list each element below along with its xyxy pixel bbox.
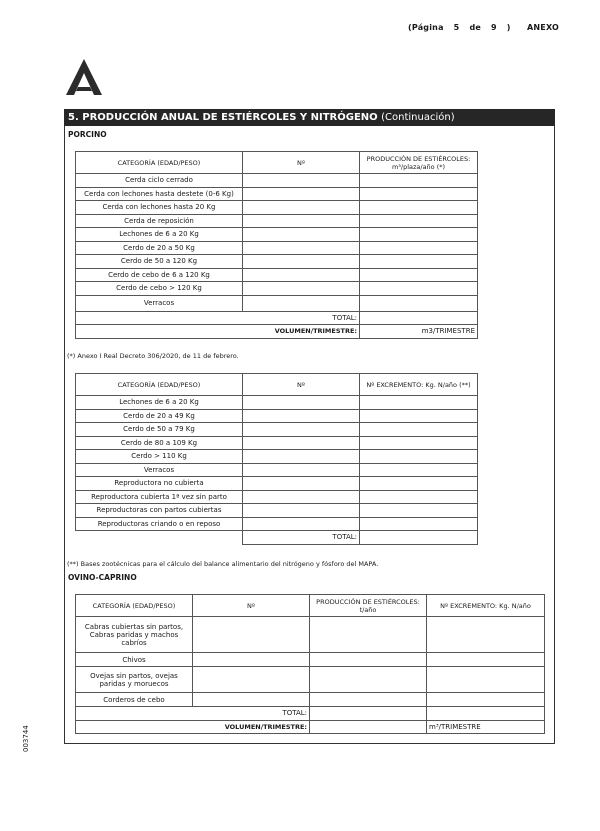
numero-input-cell[interactable] <box>243 295 360 311</box>
table-row <box>76 653 545 667</box>
excremento-input-cell[interactable] <box>360 409 478 423</box>
table-row <box>76 450 478 464</box>
total-label: TOTAL: <box>243 531 360 545</box>
table-row <box>76 423 478 437</box>
category-cell: Cerdo de 20 a 50 Kg <box>76 241 243 255</box>
total-label: TOTAL: <box>76 311 360 325</box>
produccion-input-cell[interactable] <box>360 241 478 255</box>
col-header-excremento: Nº EXCREMENTO: Kg. N/año (**) <box>360 374 478 396</box>
category-cell: Lechones de 6 a 20 Kg <box>76 396 243 410</box>
volumen-input-cell[interactable] <box>310 720 427 734</box>
category-cell: Reproductoras criando o en reposo <box>76 517 243 531</box>
table-row <box>76 201 478 215</box>
table-row <box>76 504 478 518</box>
table-row <box>76 396 478 410</box>
table-row <box>76 436 478 450</box>
produccion-input-cell[interactable] <box>360 228 478 242</box>
produccion-input-cell[interactable] <box>360 187 478 201</box>
numero-input-cell[interactable] <box>243 436 360 450</box>
pagina-label: (Página <box>408 23 444 32</box>
table-row <box>76 187 478 201</box>
numero-input-cell[interactable] <box>243 187 360 201</box>
excremento-input-cell[interactable] <box>427 617 545 653</box>
col-header-numero: Nº <box>193 595 310 617</box>
excremento-input-cell[interactable] <box>360 396 478 410</box>
porcino-label: PORCINO <box>68 130 107 139</box>
numero-input-cell[interactable] <box>243 396 360 410</box>
excremento-input-cell[interactable] <box>360 423 478 437</box>
volumen-unit[interactable]: m³/TRIMESTRE <box>427 720 545 734</box>
table-porcino-estiercoles <box>75 151 478 339</box>
total-row <box>76 311 478 325</box>
col-header-categoria: CATEGORÍA (EDAD/PESO) <box>76 595 193 617</box>
volumen-row <box>76 325 478 339</box>
page-total: 9 <box>491 23 497 32</box>
table-ovino-caprino <box>75 594 545 734</box>
produccion-input-cell[interactable] <box>360 295 478 311</box>
category-cell: Ovejas sin partos, ovejas paridas y moruecos <box>76 667 193 693</box>
volumen-label: VOLUMEN/TRIMESTRE: <box>76 325 360 339</box>
produccion-input-cell[interactable] <box>360 255 478 269</box>
category-cell: Reproductoras con partos cubiertas <box>76 504 243 518</box>
section-continuation: (Continuación) <box>381 112 455 123</box>
numero-input-cell[interactable] <box>243 450 360 464</box>
excremento-input-cell[interactable] <box>360 477 478 491</box>
table-row <box>76 409 478 423</box>
table-porcino-nitrogeno <box>75 373 478 545</box>
category-cell: Cerdo de cebo de 6 a 120 Kg <box>76 268 243 282</box>
category-cell: Lechones de 6 a 20 Kg <box>76 228 243 242</box>
produccion-input-cell[interactable] <box>360 214 478 228</box>
numero-input-cell[interactable] <box>243 201 360 215</box>
category-cell: Cerdo > 110 Kg <box>76 450 243 464</box>
category-cell: Verracos <box>76 463 243 477</box>
footnote-real-decreto: (*) Anexo I Real Decreto 306/2020, de 11 de febrero. <box>67 352 239 360</box>
total-input-cell[interactable] <box>360 311 478 325</box>
table-row <box>76 268 478 282</box>
numero-input-cell[interactable] <box>243 490 360 504</box>
category-cell: Corderos de cebo <box>76 693 193 707</box>
category-cell: Cerda con lechones hasta 20 Kg <box>76 201 243 215</box>
produccion-input-cell[interactable] <box>360 201 478 215</box>
numero-input-cell[interactable] <box>243 504 360 518</box>
volumen-label: VOLUMEN/TRIMESTRE: <box>76 720 310 734</box>
table-row <box>76 490 478 504</box>
total-input-cell[interactable] <box>310 707 427 721</box>
produccion-input-cell[interactable] <box>310 693 427 707</box>
excremento-input-cell[interactable] <box>360 436 478 450</box>
spacer-cell <box>427 707 545 721</box>
table-row <box>76 174 478 188</box>
numero-input-cell[interactable] <box>243 409 360 423</box>
anexo-label: ANEXO <box>527 23 560 32</box>
produccion-input-cell[interactable] <box>360 282 478 296</box>
numero-input-cell[interactable] <box>243 228 360 242</box>
table-row <box>76 241 478 255</box>
numero-input-cell[interactable] <box>243 517 360 531</box>
andalucia-logo-icon <box>64 57 104 97</box>
side-code: 003744 <box>22 725 30 752</box>
total-row <box>76 707 545 721</box>
category-cell: Reproductora cubierta 1ª vez sin parto <box>76 490 243 504</box>
category-cell: Cerdo de cebo > 120 Kg <box>76 282 243 296</box>
table-row <box>76 617 545 653</box>
table-row <box>76 228 478 242</box>
col-header-categoria: CATEGORÍA (EDAD/PESO) <box>76 374 243 396</box>
numero-input-cell[interactable] <box>193 617 310 653</box>
numero-input-cell[interactable] <box>243 423 360 437</box>
category-cell: Cerdo de 80 a 109 Kg <box>76 436 243 450</box>
table-row <box>76 255 478 269</box>
category-cell: Cerda de reposición <box>76 214 243 228</box>
numero-input-cell[interactable] <box>243 241 360 255</box>
category-cell: Cerdo de 50 a 120 Kg <box>76 255 243 269</box>
footnote-bases-zootecnicas: (**) Bases zootécnicas para el cálculo del balance alimentario del nitrógeno y fósforo del MAPA. <box>67 560 379 568</box>
table-row <box>76 693 545 707</box>
category-cell: Reproductora no cubierta <box>76 477 243 491</box>
category-cell: Cabras cubiertas sin partos, Cabras paridas y machos cabríos <box>76 617 193 653</box>
table-row <box>76 214 478 228</box>
excremento-input-cell[interactable] <box>360 463 478 477</box>
ovino-caprino-label: OVINO-CAPRINO <box>68 573 137 582</box>
produccion-input-cell[interactable] <box>360 174 478 188</box>
category-cell: Cerda con lechones hasta destete (0-6 Kg) <box>76 187 243 201</box>
table-row <box>76 463 478 477</box>
excremento-input-cell[interactable] <box>360 517 478 531</box>
numero-input-cell[interactable] <box>243 477 360 491</box>
excremento-input-cell[interactable] <box>427 693 545 707</box>
table-row <box>76 517 478 531</box>
total-label: TOTAL: <box>76 707 310 721</box>
table-row <box>76 667 545 693</box>
numero-input-cell[interactable] <box>243 255 360 269</box>
numero-input-cell[interactable] <box>193 667 310 693</box>
excremento-input-cell[interactable] <box>360 490 478 504</box>
table-row <box>76 282 478 296</box>
volumen-row <box>76 720 545 734</box>
numero-input-cell[interactable] <box>193 693 310 707</box>
category-cell: Cerdo de 20 a 49 Kg <box>76 409 243 423</box>
volumen-unit[interactable]: m3/TRIMESTRE <box>360 325 478 339</box>
numero-input-cell[interactable] <box>243 214 360 228</box>
numero-input-cell[interactable] <box>243 282 360 296</box>
numero-input-cell[interactable] <box>193 653 310 667</box>
col-header-produccion: PRODUCCIÓN DE ESTIÉRCOLES: m³/plaza/año (*) <box>360 152 478 174</box>
produccion-input-cell[interactable] <box>360 268 478 282</box>
paren-close: ) <box>506 23 511 32</box>
numero-input-cell[interactable] <box>243 463 360 477</box>
category-cell: Verracos <box>76 295 243 311</box>
de-label: de <box>469 23 482 32</box>
total-input-cell[interactable] <box>360 531 478 545</box>
produccion-input-cell[interactable] <box>310 617 427 653</box>
produccion-input-cell[interactable] <box>310 667 427 693</box>
spacer-cell <box>76 531 243 545</box>
page-indicator <box>408 23 518 32</box>
total-row <box>76 531 478 545</box>
col-header-numero: Nº <box>243 374 360 396</box>
excremento-input-cell[interactable] <box>427 653 545 667</box>
table-row <box>76 295 478 311</box>
category-cell: Cerda ciclo cerrado <box>76 174 243 188</box>
section-title: 5. PRODUCCIÓN ANUAL DE ESTIÉRCOLES Y NITRÓGENO <box>68 112 378 123</box>
excremento-input-cell[interactable] <box>360 504 478 518</box>
col-header-numero: Nº <box>243 152 360 174</box>
produccion-input-cell[interactable] <box>310 653 427 667</box>
numero-input-cell[interactable] <box>243 174 360 188</box>
category-cell: Cerdo de 50 a 79 Kg <box>76 423 243 437</box>
table-row <box>76 477 478 491</box>
col-header-categoria: CATEGORÍA (EDAD/PESO) <box>76 152 243 174</box>
excremento-input-cell[interactable] <box>360 450 478 464</box>
numero-input-cell[interactable] <box>243 268 360 282</box>
col-header-excremento: Nº EXCREMENTO: Kg. N/año <box>427 595 545 617</box>
excremento-input-cell[interactable] <box>427 667 545 693</box>
category-cell: Chivos <box>76 653 193 667</box>
col-header-produccion: PRODUCCIÓN DE ESTIÉRCOLES: t/año <box>310 595 427 617</box>
section-title-bar <box>64 109 555 126</box>
page-number: 5 <box>453 23 460 32</box>
